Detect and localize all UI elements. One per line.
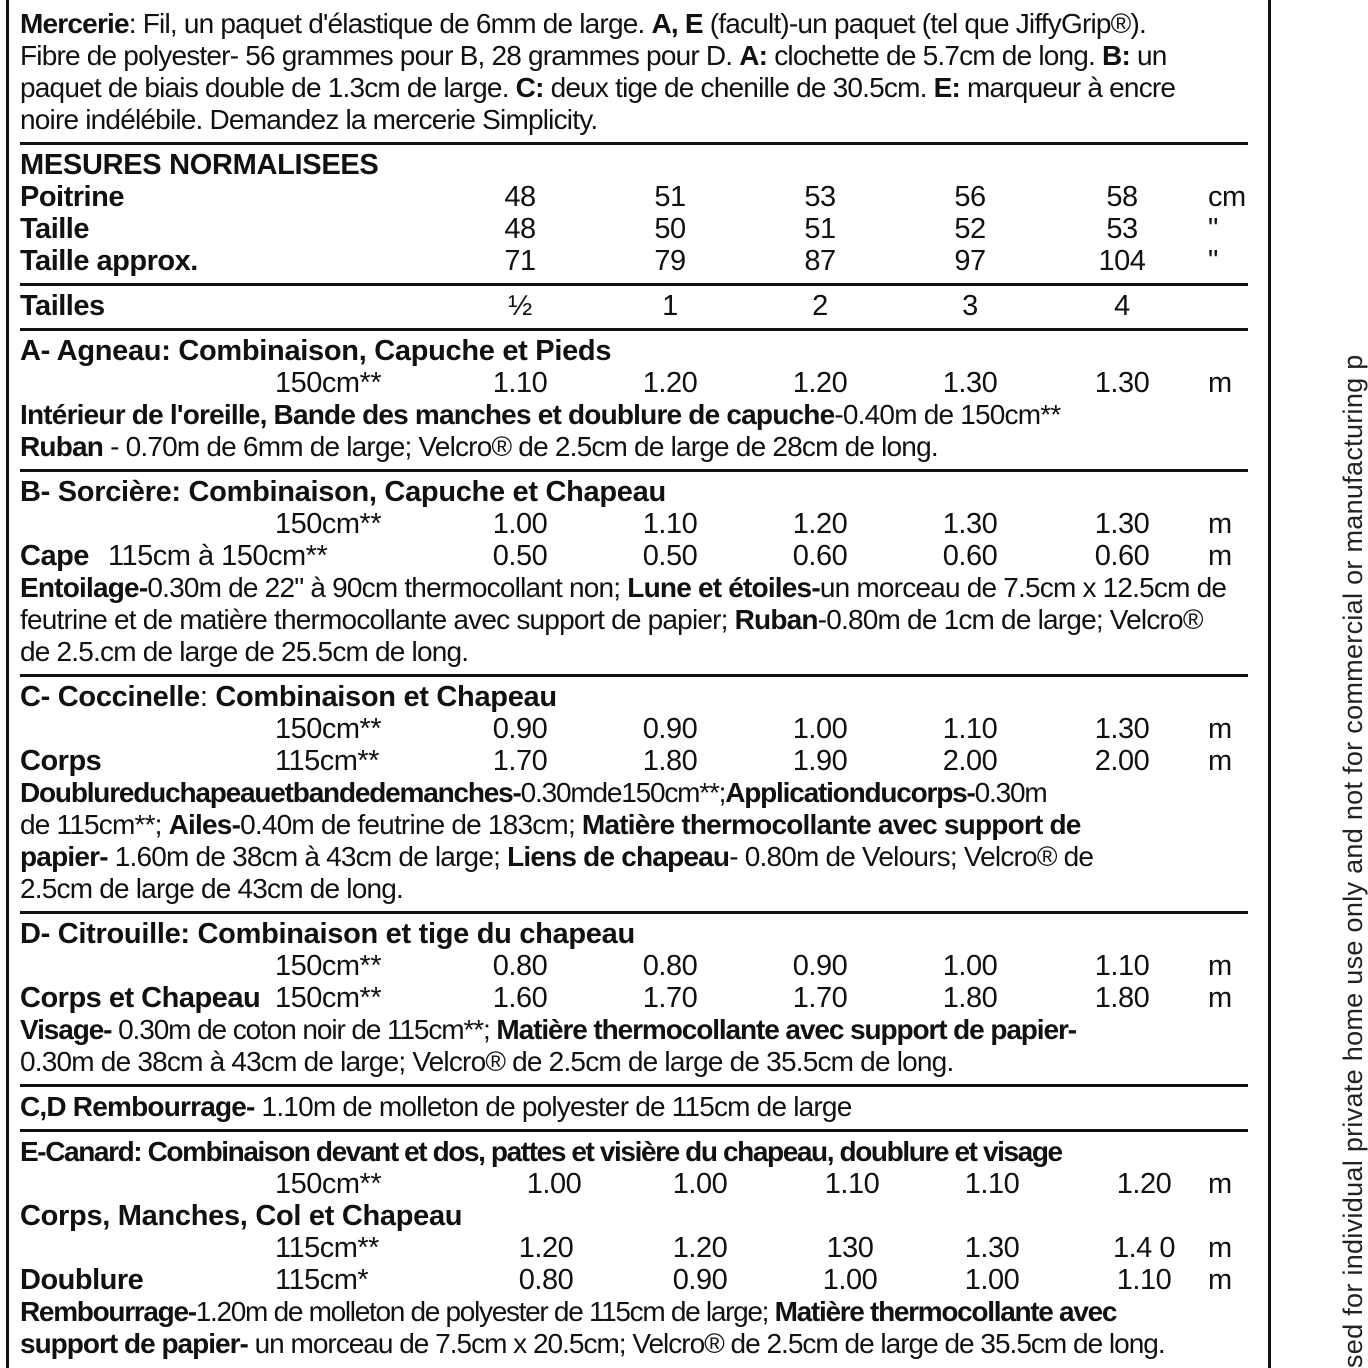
yardage-row: 150cm** 1.10 1.20 1.20 1.30 1.30 m bbox=[275, 367, 1232, 399]
section-note: Doublureduchapeauetbandedemanches-0.30mde150cm**;Applicationducorps-0.30m bbox=[20, 777, 1047, 808]
section-note: feutrine et de matière thermocollante avec support de papier; Ruban-0.80m de 1cm de large; Velcro® bbox=[20, 604, 1203, 635]
yardage-row: 150cm** 0.90 0.90 1.00 1.10 1.30 m bbox=[275, 713, 1232, 745]
yardage-row: 115cm** 1.20 1.20 130 1.30 1.4 0 m bbox=[275, 1232, 1232, 1264]
notions-paragraph: Mercerie: Fil, un paquet d'élastique de 6mm de large. A, E (facult)-un paquet (tel que JiffyGrip®). Fibre de polyester- 56 grammes pour B, 28 grammes pour D. A: clochette de 5.7cm de long. B: un paquet de biais double de 1.3cm de large. C: deux tige de chenille de 30.5cm. E: marqueur à encre noire indélébile. Demandez la mercerie Simplicity. bbox=[20, 8, 1176, 135]
section-subtitle: Corps, Manches, Col et Chapeau bbox=[20, 1200, 463, 1232]
section-e-duck bbox=[20, 1132, 1248, 1366]
section-note: Intérieur de l'oreille, Bande des manches et doublure de capuche-0.40m de 150cm** bbox=[20, 399, 1061, 430]
section-note: de 2.5.cm de large de 25.5cm de long. bbox=[20, 636, 469, 667]
body-measurements bbox=[20, 145, 1248, 283]
measure-row: Taille approx. 71 79 87 97 104 " bbox=[20, 245, 1218, 277]
notions-label: Mercerie bbox=[20, 8, 129, 39]
section-title: D- Citrouille: Combinaison et tige du chapeau bbox=[20, 918, 635, 950]
section-note: 2.5cm de large de 43cm de long. bbox=[20, 873, 404, 904]
left-border bbox=[6, 0, 9, 1368]
yardage-row: 150cm** 0.80 0.80 0.90 1.00 1.10 m bbox=[275, 950, 1232, 982]
section-note: de 115cm**; Ailes-0.40m de feutrine de 183cm; Matière thermocollante avec support de bbox=[20, 809, 1081, 840]
section-note: Ruban - 0.70m de 6mm de large; Velcro® de 2.5cm de large de 28cm de long. bbox=[20, 431, 938, 462]
section-title: A- Agneau: Combinaison, Capuche et Pieds bbox=[20, 335, 612, 367]
section-note: Entoilage-0.30m de 22" à 90cm thermocollant non; Lune et étoiles-un morceau de 7.5cm x 12.5cm de bbox=[20, 572, 1227, 603]
yardage-row: Cape 115cm à 150cm** 0.50 0.50 0.60 0.60 0.60 m bbox=[20, 540, 1232, 572]
yardage-row: Corps et Chapeau 150cm** 1.60 1.70 1.70 1.80 1.80 m bbox=[20, 982, 1232, 1014]
section-b-witch bbox=[20, 472, 1248, 674]
stuffing-row: C,D Rembourrage- 1.10m de molleton de polyester de 115cm de large bbox=[20, 1091, 852, 1122]
section-note: papier- 1.60m de 38cm à 43cm de large; Liens de chapeau- 0.80m de Velours; Velcro® de bbox=[20, 841, 1094, 872]
yardage-row: Doublure 115cm* 0.80 0.90 1.00 1.00 1.10 m bbox=[20, 1264, 1232, 1296]
section-note: 0.30m de 38cm à 43cm de large; Velcro® de 2.5cm de large de 35.5cm de long. bbox=[20, 1046, 954, 1077]
measure-row: Poitrine 48 51 53 56 58 cm bbox=[20, 181, 1246, 213]
section-title: B- Sorcière: Combinaison, Capuche et Chapeau bbox=[20, 476, 666, 508]
yardage-chart bbox=[20, 6, 1248, 1366]
section-note: Visage- 0.30m de coton noir de 115cm**; Matière thermocollante avec support de papier- bbox=[20, 1014, 1076, 1045]
section-note: support de papier- un morceau de 7.5cm x 20.5cm; Velcro® de 2.5cm de large de 35.5cm de long. bbox=[20, 1328, 1165, 1359]
copyright-side-note: sed for individual private home use only and not for commercial or manufacturing p bbox=[1338, 354, 1368, 1368]
section-d-pumpkin bbox=[20, 914, 1248, 1084]
section-title: E-Canard: Combinaison devant et dos, pattes et visière du chapeau, doublure et visage bbox=[20, 1136, 1062, 1167]
measurements-heading: MESURES NORMALISEES bbox=[20, 149, 379, 181]
yardage-row: Corps 115cm** 1.70 1.80 1.90 2.00 2.00 m bbox=[20, 745, 1232, 777]
section-note: Rembourrage-1.20m de molleton de polyester de 115cm de large; Matière thermocollante avec bbox=[20, 1296, 1117, 1327]
section-title: C- Coccinelle: Combinaison et Chapeau bbox=[20, 681, 557, 713]
yardage-row: 150cm** 1.00 1.10 1.20 1.30 1.30 m bbox=[275, 508, 1232, 540]
section-a-lamb bbox=[20, 331, 1248, 469]
yardage-row: 150cm** 1.00 1.00 1.10 1.10 1.20 m bbox=[275, 1168, 1232, 1200]
section-c-ladybug bbox=[20, 677, 1248, 911]
sizes-row: Tailles ½ 1 2 3 4 bbox=[20, 290, 1130, 322]
measure-row: Taille 48 50 51 52 53 " bbox=[20, 213, 1218, 245]
right-border bbox=[1268, 0, 1271, 1368]
